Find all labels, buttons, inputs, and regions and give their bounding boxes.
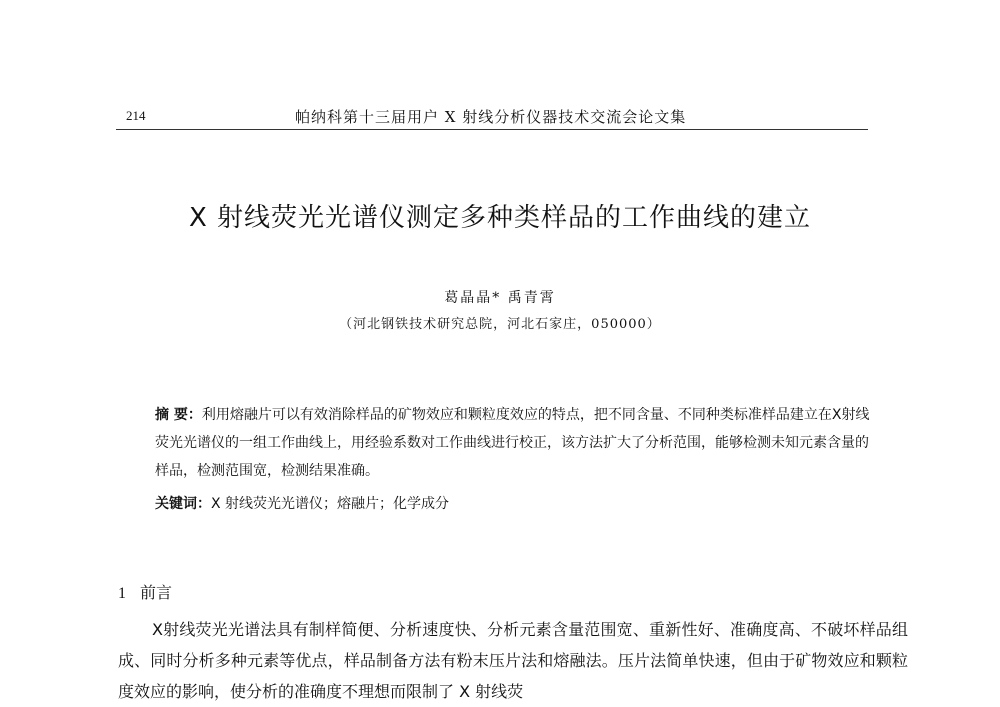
body-paragraph: X射线荧光光谱法具有制样简便、分析速度快、分析元素含量范围宽、重新性好、准确度高、不破坏样品组成、同时分析多种元素等优点，样品制备方法有粉末压片法和熔融法。压片法简单快速，但由于矿物效应和颗粒度效应的影响，使分析的准确度不理想而限制了 X 射线荧 [118, 620, 908, 701]
affiliation: （河北钢铁技术研究总院，河北石家庄，050000） [339, 317, 661, 332]
page-number: 214 [126, 108, 146, 123]
running-header [116, 106, 868, 128]
abstract [155, 401, 875, 485]
keywords-label: 关键词： [155, 496, 211, 512]
journal-title: 帕纳科第十三届用户 X 射线分析仪器技术交流会论文集 [295, 108, 687, 126]
abstract-text: 利用熔融片可以有效消除样品的矿物效应和颗粒度效应的特点，把不同含量、不同种类标准样品建立在X射线荧光光谱仪的一组工作曲线上，用经验系数对工作曲线进行校正，该方法扩大了分析范围，能够检测未知元素含量的样品，检测范围宽，检测结果准确。 [155, 407, 870, 479]
header-rule [116, 129, 868, 130]
keywords [155, 493, 875, 513]
keywords-text: X 射线荧光光谱仪；熔融片；化学成分 [211, 496, 450, 512]
section-heading [118, 580, 172, 603]
section-title: 前言 [140, 583, 173, 602]
section-number: 1 [118, 585, 126, 602]
paper-title: X 射线荧光光谱仪测定多种类样品的工作曲线的建立 [188, 203, 812, 233]
authors: 葛晶晶* 禹青霄 [444, 290, 556, 306]
abstract-label: 摘 要： [155, 407, 202, 423]
